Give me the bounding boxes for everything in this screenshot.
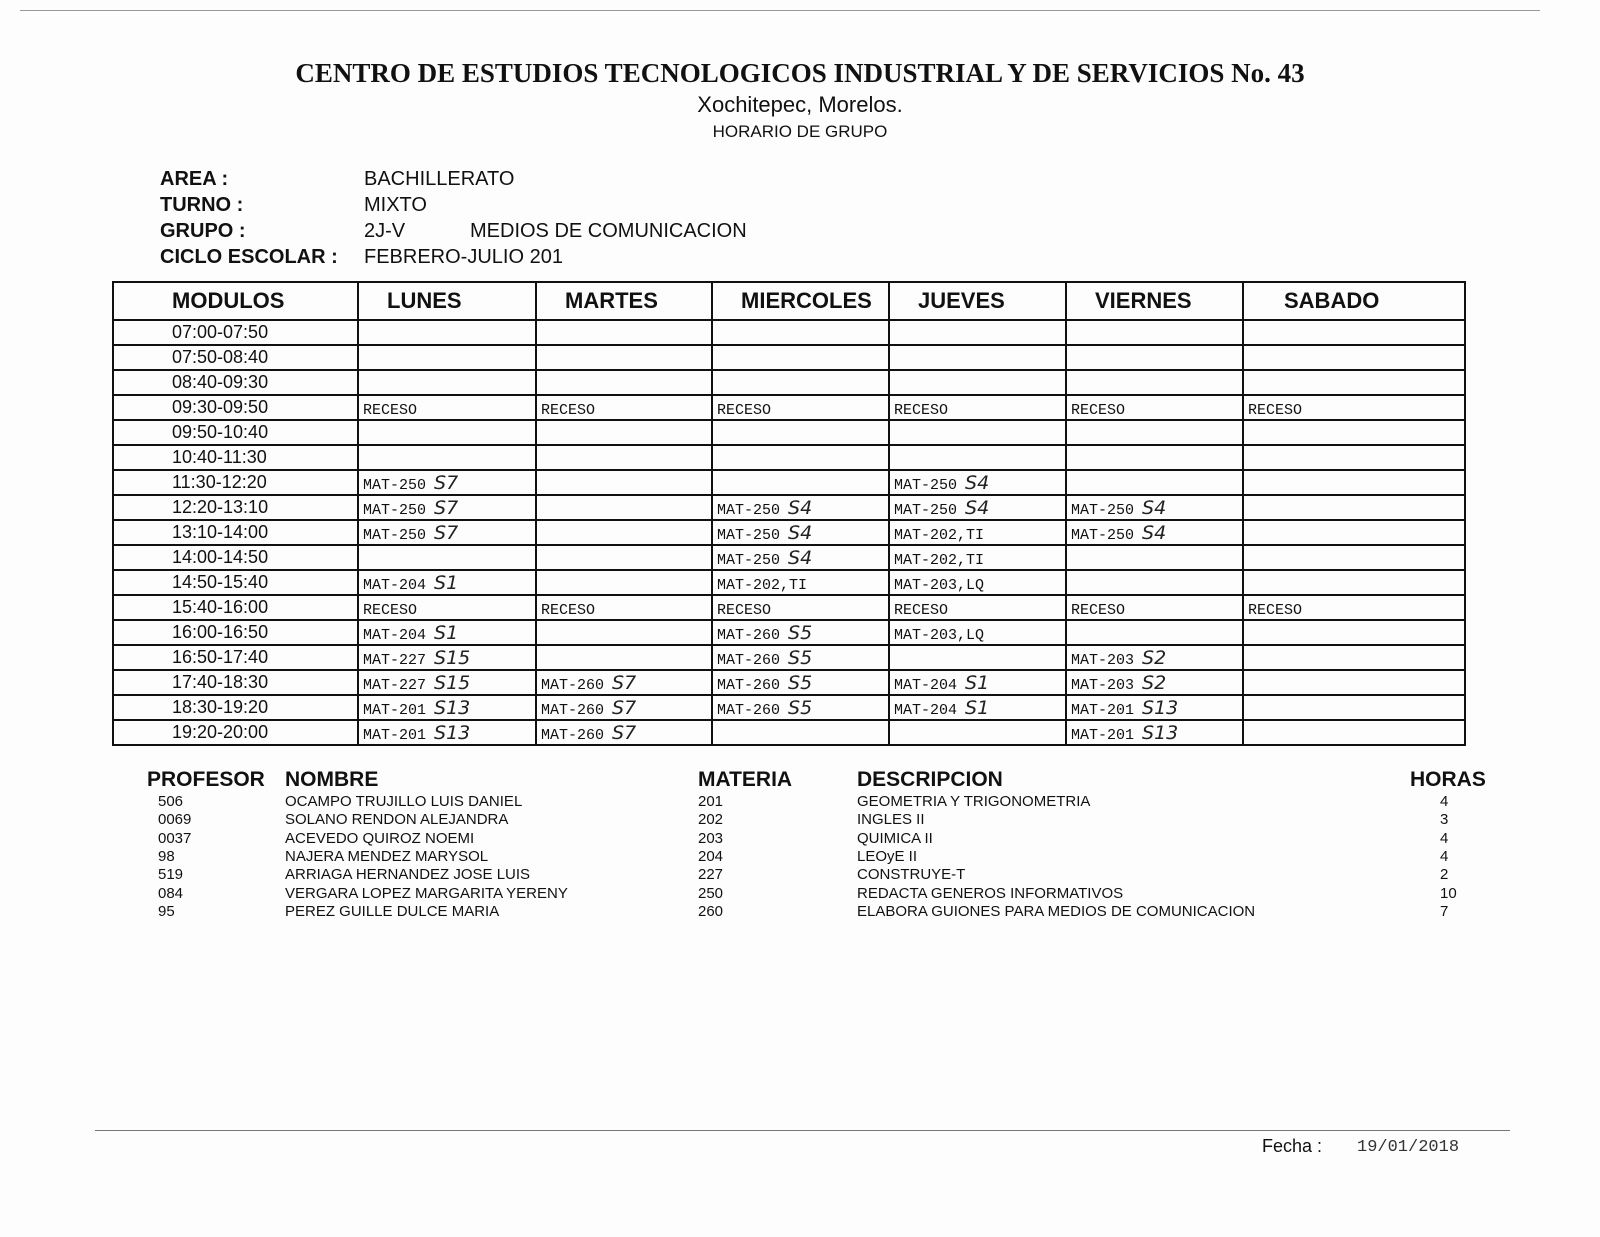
teacher-materia: 227 — [698, 866, 724, 884]
school-location: Xochitepec, Morelos. — [697, 92, 903, 117]
schedule-cell — [358, 595, 536, 620]
teacher-horas: 4 — [1440, 793, 1449, 810]
table-row — [113, 345, 1465, 370]
schedule-cell — [536, 520, 712, 545]
schedule-cell — [712, 495, 889, 520]
handwritten-room-note: S4 — [1142, 521, 1167, 544]
schedule-cell — [358, 395, 536, 420]
column-header-miercoles: MIERCOLES — [712, 282, 889, 320]
subject-code: MAT-227 — [363, 651, 427, 669]
handwritten-room-note: S5 — [788, 671, 813, 694]
subject-code: MAT-250 — [894, 476, 958, 494]
time-slot: 13:10-14:00 — [113, 520, 358, 545]
schedule-cell — [1066, 395, 1243, 420]
teacher-profesor: 95 — [158, 902, 175, 920]
schedule-cell — [358, 420, 536, 445]
handwritten-room-note: S1 — [434, 621, 459, 644]
handwritten-room-note: S1 — [965, 696, 990, 719]
schedule-cell — [889, 695, 1066, 720]
handwritten-room-note: S7 — [612, 696, 637, 719]
subject-code: MAT-260 — [717, 651, 781, 669]
teacher-materia: 203 — [698, 829, 724, 847]
schedule-cell — [712, 345, 889, 370]
subject-code: MAT-201 — [363, 701, 427, 719]
schedule-cell — [889, 345, 1066, 370]
handwritten-room-note: S13 — [1142, 721, 1179, 744]
ciclo-label: CICLO ESCOLAR : — [160, 246, 338, 268]
teacher-profesor: 98 — [158, 847, 175, 865]
teacher-nombre: SOLANO RENDON ALEJANDRA — [285, 811, 509, 829]
schedule-cell — [536, 670, 712, 695]
teacher-profesor: 519 — [158, 866, 184, 884]
teacher-nombre: PEREZ GUILLE DULCE MARIA — [285, 902, 500, 920]
schedule-cell — [1243, 595, 1465, 620]
schedule-cell — [712, 320, 889, 345]
subject-code: MAT-204 — [894, 676, 958, 694]
schedule-cell — [358, 570, 536, 595]
handwritten-room-note: S13 — [434, 696, 471, 719]
schedule-cell — [712, 395, 889, 420]
schedule-cell — [889, 445, 1066, 470]
schedule-cell — [358, 370, 536, 395]
column-header-viernes: VIERNES — [1066, 282, 1243, 320]
teacher-descripcion: LEOyE II — [857, 847, 918, 865]
subject-code: RECESO — [1071, 601, 1126, 619]
subject-code: MAT-202,TI — [894, 526, 985, 544]
handwritten-room-note: S4 — [788, 546, 813, 569]
schedule-cell — [358, 445, 536, 470]
table-row — [113, 645, 1465, 670]
scan-edge-line — [20, 10, 1540, 11]
schedule-cell — [1066, 470, 1243, 495]
schedule-cell — [536, 395, 712, 420]
ciclo-value: FEBRERO-JULIO 201 — [364, 246, 563, 268]
schedule-cell — [536, 620, 712, 645]
subject-code: MAT-250 — [717, 551, 781, 569]
profesor-header: PROFESOR — [147, 768, 265, 791]
grupo-value: 2J-V — [364, 220, 406, 242]
subject-code: MAT-203 — [1071, 651, 1135, 669]
time-slot: 16:50-17:40 — [113, 645, 358, 670]
schedule-cell — [1243, 345, 1465, 370]
teacher-profesor: 0037 — [158, 829, 192, 847]
teacher-nombre: OCAMPO TRUJILLO LUIS DANIEL — [285, 793, 523, 810]
teacher-descripcion: ELABORA GUIONES PARA MEDIOS DE COMUNICACION — [857, 902, 1256, 920]
teacher-materia: 250 — [698, 884, 724, 902]
schedule-cell — [536, 545, 712, 570]
teacher-nombre: VERGARA LOPEZ MARGARITA YERENY — [285, 884, 568, 902]
teacher-nombre: NAJERA MENDEZ MARYSOL — [285, 847, 489, 865]
schedule-cell — [1243, 320, 1465, 345]
fecha-label: Fecha : — [1262, 1136, 1323, 1156]
subject-code: MAT-260 — [717, 701, 781, 719]
subject-code: MAT-202,TI — [894, 551, 985, 569]
teacher-horas: 2 — [1440, 866, 1449, 884]
table-row — [113, 545, 1465, 570]
subject-code: MAT-250 — [1071, 501, 1135, 519]
schedule-cell — [1066, 345, 1243, 370]
table-row — [113, 595, 1465, 620]
schedule-cell — [712, 670, 889, 695]
subject-code: MAT-260 — [541, 676, 605, 694]
schedule-cell — [1243, 645, 1465, 670]
schedule-cell — [889, 495, 1066, 520]
schedule-cell — [889, 595, 1066, 620]
schedule-cell — [358, 670, 536, 695]
subject-code: MAT-203,LQ — [894, 576, 985, 594]
schedule-cell — [1243, 545, 1465, 570]
schedule-cell — [536, 420, 712, 445]
handwritten-room-note: S4 — [965, 496, 990, 519]
subject-code: MAT-201 — [363, 726, 427, 744]
table-row — [113, 495, 1465, 520]
schedule-cell — [358, 320, 536, 345]
table-row — [113, 420, 1465, 445]
schedule-cell — [536, 570, 712, 595]
schedule-cell — [712, 645, 889, 670]
table-row — [113, 470, 1465, 495]
teacher-profesor: 084 — [158, 884, 184, 902]
schedule-cell — [536, 720, 712, 745]
subject-code: MAT-201 — [1071, 726, 1135, 744]
footer-divider — [95, 1130, 1510, 1131]
table-row — [113, 370, 1465, 395]
fecha-value: 19/01/2018 — [1357, 1138, 1460, 1157]
school-title: CENTRO DE ESTUDIOS TECNOLOGICOS INDUSTRIAL Y DE SERVICIOS No. 43 — [295, 58, 1305, 88]
schedule-cell — [1243, 695, 1465, 720]
table-row — [113, 445, 1465, 470]
schedule-cell — [1243, 470, 1465, 495]
schedule-cell — [889, 395, 1066, 420]
schedule-cell — [712, 370, 889, 395]
schedule-cell — [536, 595, 712, 620]
subject-code: RECESO — [1071, 401, 1126, 419]
teacher-horas: 4 — [1440, 847, 1449, 865]
handwritten-room-note: S2 — [1142, 671, 1167, 694]
schedule-cell — [1066, 520, 1243, 545]
schedule-cell — [712, 695, 889, 720]
teacher-descripcion: REDACTA GENEROS INFORMATIVOS — [857, 884, 1124, 902]
teacher-descripcion: QUIMICA II — [857, 829, 933, 847]
schedule-cell — [358, 645, 536, 670]
schedule-cell — [1243, 520, 1465, 545]
table-row — [113, 395, 1465, 420]
schedule-cell — [358, 345, 536, 370]
column-header-lunes: LUNES — [358, 282, 536, 320]
time-slot: 14:00-14:50 — [113, 545, 358, 570]
schedule-cell — [358, 695, 536, 720]
time-slot: 19:20-20:00 — [113, 720, 358, 745]
schedule-cell — [889, 420, 1066, 445]
subject-code: MAT-260 — [717, 626, 781, 644]
schedule-cell — [712, 570, 889, 595]
handwritten-room-note: S15 — [434, 646, 471, 669]
materia-header: MATERIA — [698, 768, 793, 791]
schedule-cell — [1066, 495, 1243, 520]
subject-code: RECESO — [541, 401, 596, 419]
teacher-materia: 204 — [698, 847, 724, 865]
schedule-cell — [889, 370, 1066, 395]
handwritten-room-note: S4 — [788, 521, 813, 544]
subject-code: MAT-250 — [363, 476, 427, 494]
schedule-cell — [889, 320, 1066, 345]
teacher-descripcion: CONSTRUYE-T — [857, 866, 966, 884]
schedule-cell — [1243, 445, 1465, 470]
schedule-cell — [1243, 395, 1465, 420]
handwritten-room-note: S7 — [612, 671, 637, 694]
schedule-cell — [536, 470, 712, 495]
teacher-horas: 4 — [1440, 829, 1449, 847]
time-slot: 18:30-19:20 — [113, 695, 358, 720]
subject-code: MAT-250 — [363, 526, 427, 544]
table-row — [113, 720, 1465, 745]
teacher-horas: 3 — [1440, 811, 1449, 829]
schedule-cell — [712, 420, 889, 445]
time-slot: 07:50-08:40 — [113, 345, 358, 370]
schedule-cell — [712, 520, 889, 545]
subject-code: RECESO — [717, 601, 772, 619]
subject-code: MAT-250 — [1071, 526, 1135, 544]
document-subtitle: HORARIO DE GRUPO — [712, 122, 888, 141]
schedule-cell — [536, 370, 712, 395]
teacher-materia: 202 — [698, 811, 724, 829]
schedule-cell — [1243, 720, 1465, 745]
handwritten-room-note: S2 — [1142, 646, 1167, 669]
handwritten-room-note: S5 — [788, 621, 813, 644]
table-row — [113, 570, 1465, 595]
subject-code: RECESO — [1248, 401, 1303, 419]
schedule-cell — [889, 470, 1066, 495]
schedule-table — [112, 281, 1466, 746]
teacher-horas: 10 — [1440, 884, 1457, 902]
column-header-jueves: JUEVES — [889, 282, 1066, 320]
time-slot: 16:00-16:50 — [113, 620, 358, 645]
subject-code: RECESO — [894, 401, 949, 419]
handwritten-room-note: S1 — [434, 571, 459, 594]
grupo-label: GRUPO : — [160, 220, 246, 242]
schedule-cell — [536, 445, 712, 470]
subject-code: RECESO — [363, 401, 418, 419]
subject-code: MAT-204 — [894, 701, 958, 719]
schedule-cell — [536, 695, 712, 720]
time-slot: 10:40-11:30 — [113, 445, 358, 470]
teacher-nombre: ARRIAGA HERNANDEZ JOSE LUIS — [285, 866, 531, 884]
schedule-cell — [1066, 370, 1243, 395]
schedule-cell — [1066, 595, 1243, 620]
time-slot: 11:30-12:20 — [113, 470, 358, 495]
subject-code: RECESO — [1248, 601, 1303, 619]
subject-code: MAT-250 — [363, 501, 427, 519]
subject-code: MAT-250 — [894, 501, 958, 519]
time-slot: 15:40-16:00 — [113, 595, 358, 620]
subject-code: MAT-227 — [363, 676, 427, 694]
teacher-descripcion: INGLES II — [857, 811, 925, 829]
subject-code: MAT-250 — [717, 501, 781, 519]
column-header-martes: MARTES — [536, 282, 712, 320]
schedule-cell — [712, 595, 889, 620]
subject-code: MAT-201 — [1071, 701, 1135, 719]
schedule-cell — [712, 545, 889, 570]
handwritten-room-note: S4 — [788, 496, 813, 519]
handwritten-room-note: S4 — [965, 471, 990, 494]
schedule-cell — [1243, 570, 1465, 595]
schedule-cell — [1066, 320, 1243, 345]
subject-code: RECESO — [363, 601, 418, 619]
time-slot: 08:40-09:30 — [113, 370, 358, 395]
especialidad-value: MEDIOS DE COMUNICACION — [470, 220, 747, 242]
teacher-profesor: 0069 — [158, 811, 192, 829]
handwritten-room-note: S5 — [788, 696, 813, 719]
schedule-cell — [889, 620, 1066, 645]
schedule-cell — [1066, 645, 1243, 670]
schedule-cell — [1243, 495, 1465, 520]
schedule-cell — [358, 720, 536, 745]
schedule-cell — [712, 445, 889, 470]
time-slot: 12:20-13:10 — [113, 495, 358, 520]
handwritten-room-note: S13 — [434, 721, 471, 744]
teacher-horas: 7 — [1440, 902, 1449, 920]
schedule-cell — [536, 495, 712, 520]
schedule-cell — [889, 520, 1066, 545]
schedule-cell — [889, 645, 1066, 670]
time-slot: 17:40-18:30 — [113, 670, 358, 695]
horas-header: HORAS — [1410, 768, 1486, 791]
time-slot: 07:00-07:50 — [113, 320, 358, 345]
area-label: AREA : — [160, 168, 229, 190]
handwritten-room-note: S7 — [612, 721, 637, 744]
table-row — [113, 620, 1465, 645]
schedule-header-row — [113, 282, 1465, 320]
schedule-cell — [889, 570, 1066, 595]
handwritten-room-note: S15 — [434, 671, 471, 694]
schedule-cell — [1243, 370, 1465, 395]
subject-code: RECESO — [717, 401, 772, 419]
schedule-cell — [889, 545, 1066, 570]
time-slot: 14:50-15:40 — [113, 570, 358, 595]
schedule-cell — [712, 620, 889, 645]
schedule-cell — [1243, 620, 1465, 645]
schedule-cell — [536, 320, 712, 345]
teacher-nombre: ACEVEDO QUIROZ NOEMI — [285, 829, 475, 847]
schedule-cell — [358, 495, 536, 520]
nombre-header: NOMBRE — [285, 768, 379, 791]
schedule-cell — [1243, 670, 1465, 695]
subject-code: MAT-204 — [363, 626, 427, 644]
time-slot: 09:50-10:40 — [113, 420, 358, 445]
schedule-cell — [1066, 620, 1243, 645]
table-row — [113, 520, 1465, 545]
schedule-cell — [536, 645, 712, 670]
subject-code: MAT-260 — [717, 676, 781, 694]
turno-value: MIXTO — [364, 194, 427, 216]
handwritten-room-note: S13 — [1142, 696, 1179, 719]
schedule-cell — [1066, 720, 1243, 745]
schedule-cell — [712, 720, 889, 745]
table-row — [113, 320, 1465, 345]
subject-code: MAT-260 — [541, 701, 605, 719]
teacher-descripcion: GEOMETRIA Y TRIGONOMETRIA — [857, 793, 1091, 810]
schedule-cell — [889, 720, 1066, 745]
table-row — [113, 695, 1465, 720]
schedule-cell — [1243, 420, 1465, 445]
turno-label: TURNO : — [160, 194, 244, 216]
teacher-materia: 260 — [698, 902, 724, 920]
descripcion-header: DESCRIPCION — [857, 768, 1003, 791]
handwritten-room-note: S7 — [434, 521, 459, 544]
column-header-modulos: MODULOS — [113, 282, 358, 320]
schedule-cell — [358, 620, 536, 645]
time-slot: 09:30-09:50 — [113, 395, 358, 420]
subject-code: RECESO — [894, 601, 949, 619]
schedule-cell — [1066, 570, 1243, 595]
schedule-cell — [1066, 445, 1243, 470]
schedule-cell — [712, 470, 889, 495]
area-value: BACHILLERATO — [364, 168, 515, 190]
schedule-cell — [1066, 670, 1243, 695]
handwritten-room-note: S5 — [788, 646, 813, 669]
schedule-cell — [536, 345, 712, 370]
table-row — [113, 670, 1465, 695]
column-header-sabado: SABADO — [1243, 282, 1465, 320]
handwritten-room-note: S7 — [434, 471, 459, 494]
subject-code: MAT-203,LQ — [894, 626, 985, 644]
handwritten-room-note: S1 — [965, 671, 990, 694]
handwritten-room-note: S7 — [434, 496, 459, 519]
subject-code: MAT-203 — [1071, 676, 1135, 694]
subject-code: RECESO — [541, 601, 596, 619]
teacher-materia: 201 — [698, 793, 724, 810]
teacher-profesor: 506 — [158, 793, 184, 810]
schedule-cell — [358, 470, 536, 495]
handwritten-room-note: S4 — [1142, 496, 1167, 519]
subject-code: MAT-250 — [717, 526, 781, 544]
subject-code: MAT-202,TI — [717, 576, 808, 594]
schedule-cell — [1066, 695, 1243, 720]
subject-code: MAT-260 — [541, 726, 605, 744]
schedule-cell — [358, 520, 536, 545]
subject-code: MAT-204 — [363, 576, 427, 594]
schedule-cell — [889, 670, 1066, 695]
schedule-cell — [358, 545, 536, 570]
schedule-cell — [1066, 420, 1243, 445]
schedule-cell — [1066, 545, 1243, 570]
